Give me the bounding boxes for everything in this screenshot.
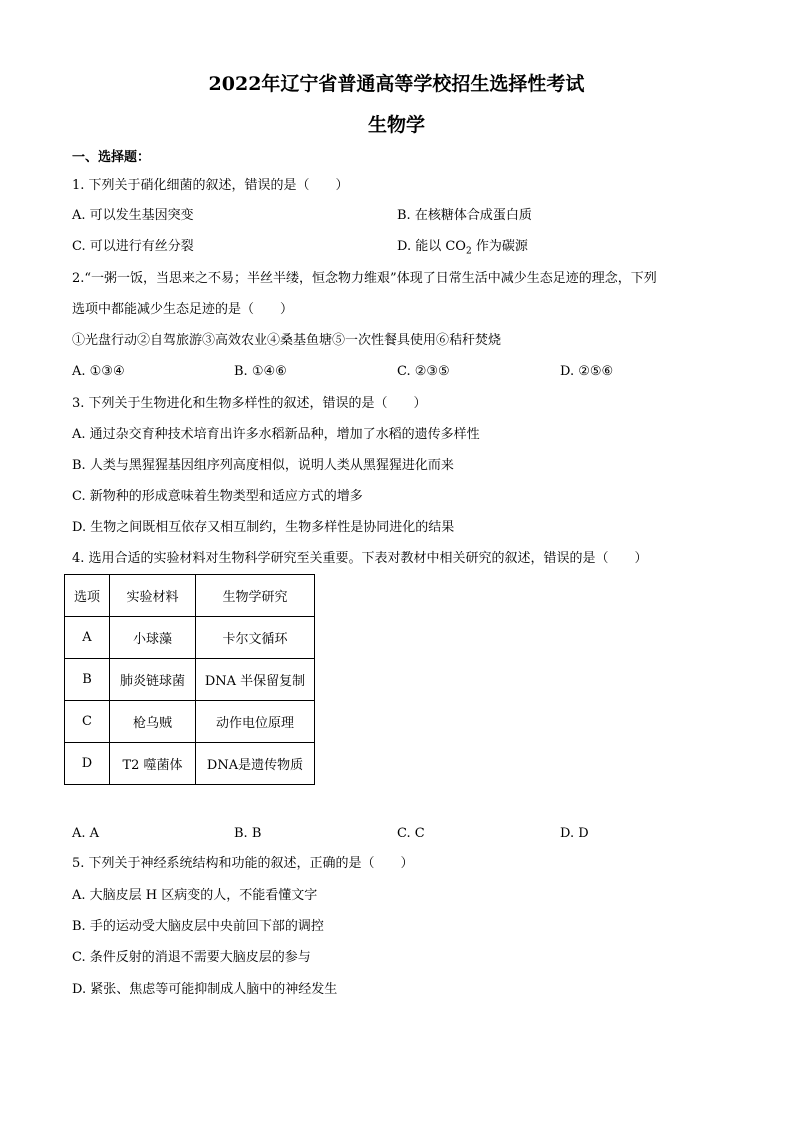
q3-option-a: A. 通过杂交育种技术培育出许多水稻新品种，增加了水稻的遗传多样性 [72, 427, 480, 442]
q4-stem: 4. 选用合适的实验材料对生物科学研究至关重要。下表对教材中相关研究的叙述，错误的是（ ） [72, 551, 648, 566]
q2-items: ①光盘行动②自驾旅游③高效农业④桑基鱼塘⑤一次性餐具使用⑥秸秆焚烧 [72, 333, 502, 348]
q1-option-c: C. 可以进行有丝分裂 [72, 239, 194, 254]
table-cell: T2 噬菌体 [110, 743, 196, 785]
table-cell: 枪乌贼 [110, 701, 196, 743]
q4-option-d: D. D [560, 826, 589, 841]
table-cell: D [65, 743, 110, 785]
q1-option-a: A. 可以发生基因突变 [72, 208, 194, 223]
q2-option-a: A. ①③④ [72, 364, 125, 379]
q3-option-d: D. 生物之间既相互依存又相互制约，生物多样性是协同进化的结果 [72, 520, 455, 535]
q2-stem-line2: 选项中都能减少生态足迹的是（ ） [72, 302, 294, 317]
table-cell: A [65, 617, 110, 659]
q2-option-b: B. ①④⑥ [234, 364, 287, 379]
q4-table [64, 574, 315, 785]
table-cell: C [65, 701, 110, 743]
subject-title: 生物学 [367, 114, 425, 136]
table-header-cell: 生物学研究 [196, 575, 315, 617]
q1-option-d: D. 能以 $CO_2$ 作为碳源 [397, 239, 528, 257]
table-cell: 卡尔文循环 [196, 617, 315, 659]
table-cell: 肺炎链球菌 [110, 659, 196, 701]
table-cell: DNA 半保留复制 [196, 659, 315, 701]
q3-option-c: C. 新物种的形成意味着生物类型和适应方式的增多 [72, 489, 363, 504]
q5-stem: 5. 下列关于神经系统结构和功能的叙述，正确的是（ ） [72, 856, 414, 871]
q3-option-b: B. 人类与黑猩猩基因组序列高度相似，说明人类从黑猩猩进化而来 [72, 458, 454, 473]
table-cell: B [65, 659, 110, 701]
table-cell: 小球藻 [110, 617, 196, 659]
q1-option-b: B. 在核糖体合成蛋白质 [397, 208, 532, 223]
q5-option-d: D. 紧张、焦虑等可能抑制成人脑中的神经发生 [72, 982, 338, 997]
q2-option-d: D. ②⑤⑥ [560, 364, 614, 379]
table-cell: DNA是遗传物质 [196, 743, 315, 785]
q5-option-b: B. 手的运动受大脑皮层中央前回下部的调控 [72, 919, 324, 934]
q5-option-c: C. 条件反射的消退不需要大脑皮层的参与 [72, 950, 311, 965]
q2-stem-line1: 2.“一粥一饭，当思来之不易；半丝半缕，恒念物力维艰”体现了日常生活中减少生态足迹的理念，下列 [72, 271, 657, 286]
table-header-cell: 实验材料 [110, 575, 196, 617]
table-row [65, 659, 315, 701]
q4-option-c: C. C [397, 826, 425, 841]
table-header-row [65, 575, 315, 617]
exam-title: 2022年辽宁省普通高等学校招生选择性考试 [208, 73, 585, 95]
table-row [65, 617, 315, 659]
table-row [65, 701, 315, 743]
section-heading: 一、选择题： [72, 150, 151, 165]
table-row [65, 743, 315, 785]
q5-option-a: A. 大脑皮层 H 区病变的人，不能看懂文字 [72, 888, 318, 903]
q1-stem: 1. 下列关于硝化细菌的叙述，错误的是（ ） [72, 178, 349, 193]
q3-stem: 3. 下列关于生物进化和生物多样性的叙述，错误的是（ ） [72, 396, 427, 411]
table-cell: 动作电位原理 [196, 701, 315, 743]
q4-option-b: B. B [234, 826, 262, 841]
q4-option-a: A. A [72, 826, 100, 841]
q2-option-c: C. ②③⑤ [397, 364, 450, 379]
table-header-cell: 选项 [65, 575, 110, 617]
